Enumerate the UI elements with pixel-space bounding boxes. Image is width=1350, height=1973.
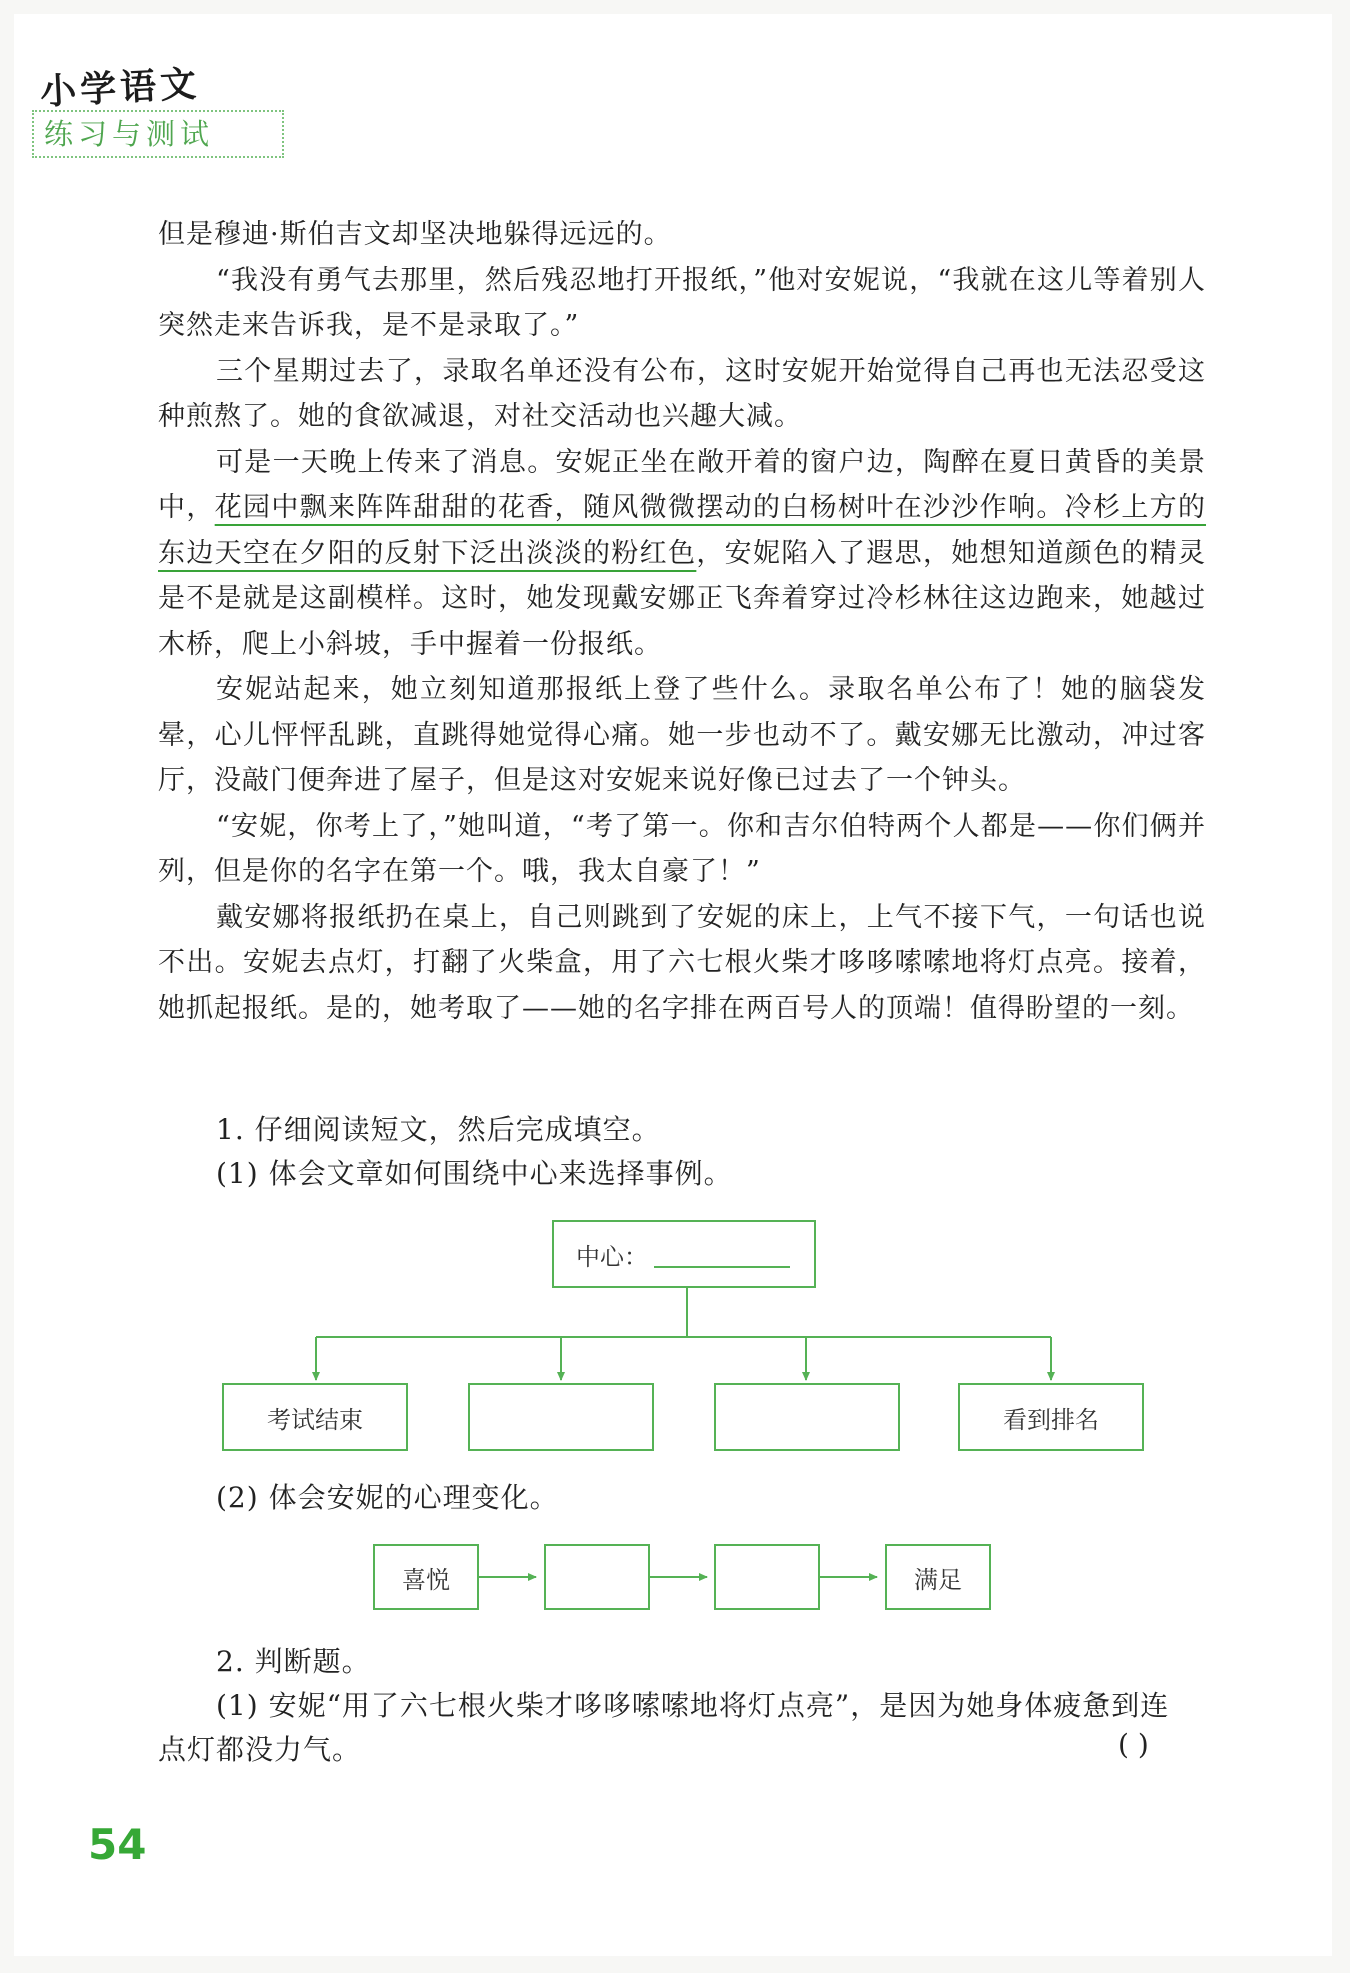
paragraph: 三个星期过去了，录取名单还没有公布，这时安妮开始觉得自己再也无法忍受这种煎熬了。她的食欲减退，对社交活动也兴趣大减。	[158, 355, 1206, 432]
mood-box-2[interactable]	[544, 1544, 650, 1610]
brand-title: 小学语文	[39, 63, 202, 114]
page-number: 54	[88, 1820, 147, 1869]
question-2: 2. 判断题。	[216, 1645, 371, 1678]
paragraph: “我没有勇气去那里，然后残忍地打开报纸，”他对安妮说，“我就在这儿等着别人突然走来告诉我，是不是录取了。”	[158, 264, 1206, 341]
center-label: 中心：	[576, 1242, 648, 1271]
question-1-2: (2) 体会安妮的心理变化。	[216, 1481, 559, 1514]
event-box-4: 看到排名	[958, 1383, 1144, 1451]
center-blank[interactable]	[654, 1240, 790, 1268]
paragraph: 戴安娜将报纸扔在桌上，自己则跳到了安妮的床上，上气不接下气，一句话也说不出。安妮去点灯，打翻了火柴盒，用了六七根火柴才哆哆嗦嗦地将灯点亮。接着，她抓起报纸。是的，她考取了——她的名字排在两百号人的顶端！值得盼望的一刻。	[158, 901, 1206, 1024]
question-1: 1. 仔细阅读短文，然后完成填空。	[216, 1113, 661, 1146]
event-box-3[interactable]	[714, 1383, 900, 1451]
mood-box-1: 喜悦	[373, 1544, 479, 1610]
paragraph-text: 可是一天晚上传来了消息。安妮正坐在敞开着的窗户边，陶醉在夏日黄昏的美景中，	[158, 446, 1206, 523]
underlined-sentence: 花园中飘来阵阵甜甜的花香，随风微微摆动的白杨树叶在沙沙作响。冷杉上方的东边天空在夕阳的反射下泛出淡淡的粉红色	[158, 492, 1207, 569]
paragraph-text: ，安妮陷入了遐思，她想知道颜色的精灵是不是就是这副模样。这时，她发现戴安娜正飞奔着穿过冷杉林往这边跑来，她越过木桥，爬上小斜坡，手中握着一份报纸。	[158, 537, 1207, 660]
brand-subtitle: 练习与测试	[44, 117, 215, 151]
answer-bracket[interactable]: ( )	[1118, 1728, 1149, 1761]
paragraph: “安妮，你考上了，”她叫道，“考了第一。你和吉尔伯特两个人都是——你们俩并列，但是你的名字在第一个。哦，我太自豪了！”	[158, 810, 1206, 887]
paragraph: 但是穆迪·斯伯吉文却坚决地躲得远远的。	[158, 219, 672, 250]
question-2-1-cont: 点灯都没力气。	[158, 1733, 362, 1766]
event-box-2[interactable]	[468, 1383, 654, 1451]
question-1-1: (1) 体会文章如何围绕中心来选择事例。	[216, 1157, 733, 1190]
mood-box-4: 满足	[885, 1544, 991, 1610]
center-box	[552, 1220, 816, 1288]
event-box-1: 考试结束	[222, 1383, 408, 1451]
paragraph: 安妮站起来，她立刻知道那报纸上登了些什么。录取名单公布了！她的脑袋发晕，心儿怦怦乱跳，直跳得她觉得心痛。她一步也动不了。戴安娜无比激动，冲过客厅，没敲门便奔进了屋子，但是这对安妮来说好像已过去了一个钟头。	[158, 674, 1206, 796]
question-2-1: (1) 安妮“用了六七根火柴才哆哆嗦嗦地将灯点亮”，是因为她身体疲惫到连	[216, 1689, 1170, 1722]
mood-box-3[interactable]	[714, 1544, 820, 1610]
